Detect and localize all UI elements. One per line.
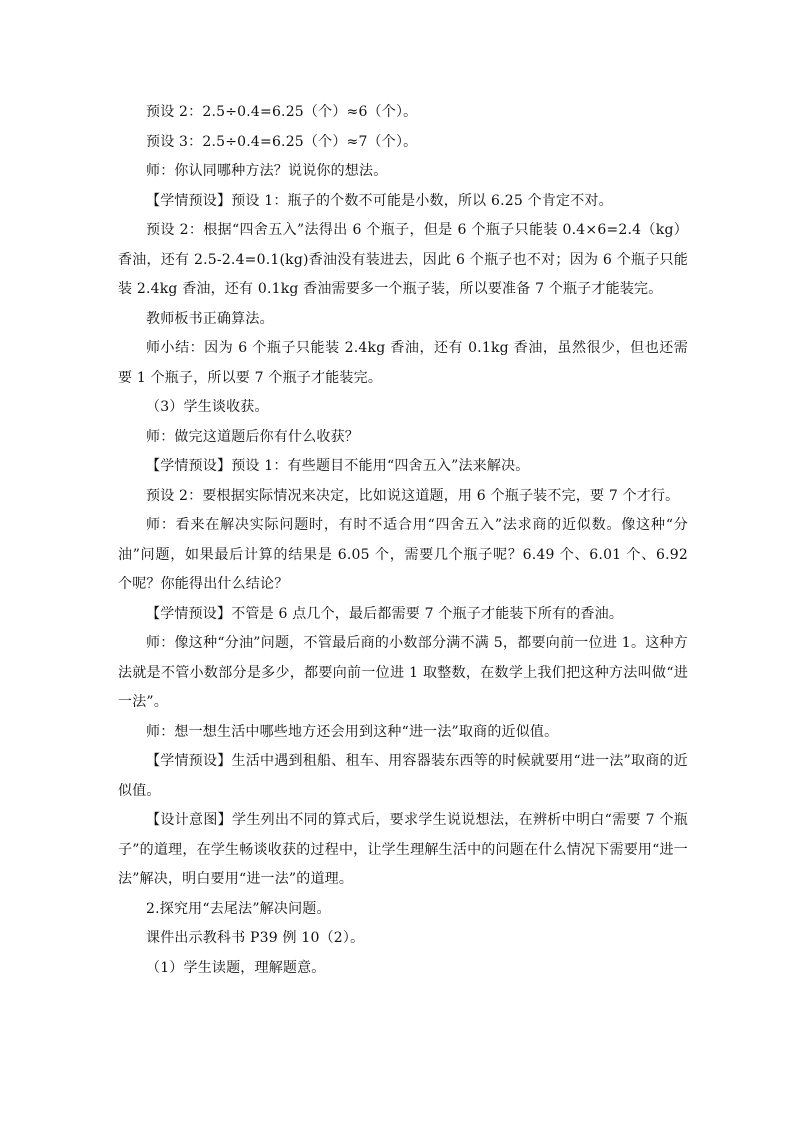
paragraph-gains-preset-2: 预设 2：要根据实际情况来决定，比如说这道题，用 6 个瓶子装不完，要 7 个才行。 (146, 487, 680, 504)
paragraph-learning-preset-1: 【学情预设】预设 1：瓶子的个数不可能是小数，所以 6.25 个肯定不对。 (146, 192, 613, 209)
paragraph-learning-preset-2: 预设 2：根据“四舍五入”法得出 6 个瓶子，但是 6 个瓶子只能装 0.4×6=2.4（kg）香油，还有 2.5-2.4=0.1(kg)香油没有装进去，因此 6 个瓶子也不对；因为 6 个瓶子只能装 2.4kg 香油，还有 0.1kg 香油需要多一个瓶子装，所以要准备 7 个瓶子才能装完。 (118, 222, 688, 297)
paragraph-life-examples-question: 师：想一想生活中哪些地方还会用到这种“进一法”取商的近似值。 (146, 723, 559, 740)
paragraph-round-up-method: 师：像这种“分油”问题，不管最后商的小数部分满不满 5，都要向前一位进 1。这种方法就是不管小数部分是多少，都要向前一位进 1 取整数，在数学上我们把这种方法叫做“进一法”。 (118, 635, 688, 710)
paragraph-life-examples-preset: 【学情预设】生活中遇到租船、租车、用容器装东西等的时候就要用“进一法”取商的近似值。 (118, 753, 688, 799)
paragraph-conclusion-preset: 【学情预设】不管是 6 点几个，最后都需要 7 个瓶子才能装下所有的香油。 (146, 605, 624, 622)
paragraph-preset-2: 预设 2：2.5÷0.4=6.25（个）≈6（个）。 (146, 104, 418, 120)
paragraph-design-intent: 【设计意图】学生列出不同的算式后，要求学生说说想法，在辨析中明白“需要 7 个瓶子”的道理，在学生畅谈收获的过程中，让学生理解生活中的问题在什么情况下需要用“进一法”解决，明白要用“进一法”的道理。 (118, 812, 688, 887)
paragraph-teacher-question: 师：你认同哪种方法？说说你的想法。 (146, 163, 388, 179)
document-body (118, 98, 688, 983)
paragraph-courseware-example: 课件出示教科书 P39 例 10（2）。 (146, 930, 365, 946)
paragraph-read-problem: （1）学生读题，理解题意。 (146, 959, 326, 976)
paragraph-board-writing: 教师板书正确算法。 (146, 310, 274, 327)
paragraph-preset-3: 预设 3：2.5÷0.4=6.25（个）≈7（个）。 (146, 133, 418, 150)
paragraph-student-gains: （3）学生谈收获。 (146, 399, 269, 415)
paragraph-round-down-heading: 2.探究用“去尾法”解决问题。 (146, 900, 331, 917)
paragraph-teacher-summary: 师小结：因为 6 个瓶子只能装 2.4kg 香油，还有 0.1kg 香油，虽然很少，但也还需要 1 个瓶子，所以要 7 个瓶子才能装完。 (118, 340, 688, 386)
paragraph-teacher-oil-problem: 师：看来在解决实际问题时，有时不适合用“四舍五入”法求商的近似数。像这种“分油”问题，如果最后计算的结果是 6.05 个，需要几个瓶子呢？6.49 个、6.01 个、6.92 个呢？你能得出什么结论？ (118, 517, 688, 592)
paragraph-teacher-gains-question: 师：做完这道题后你有什么收获？ (146, 428, 359, 445)
paragraph-gains-preset-1: 【学情预设】预设 1：有些题目不能用“四舍五入”法来解决。 (146, 458, 530, 474)
